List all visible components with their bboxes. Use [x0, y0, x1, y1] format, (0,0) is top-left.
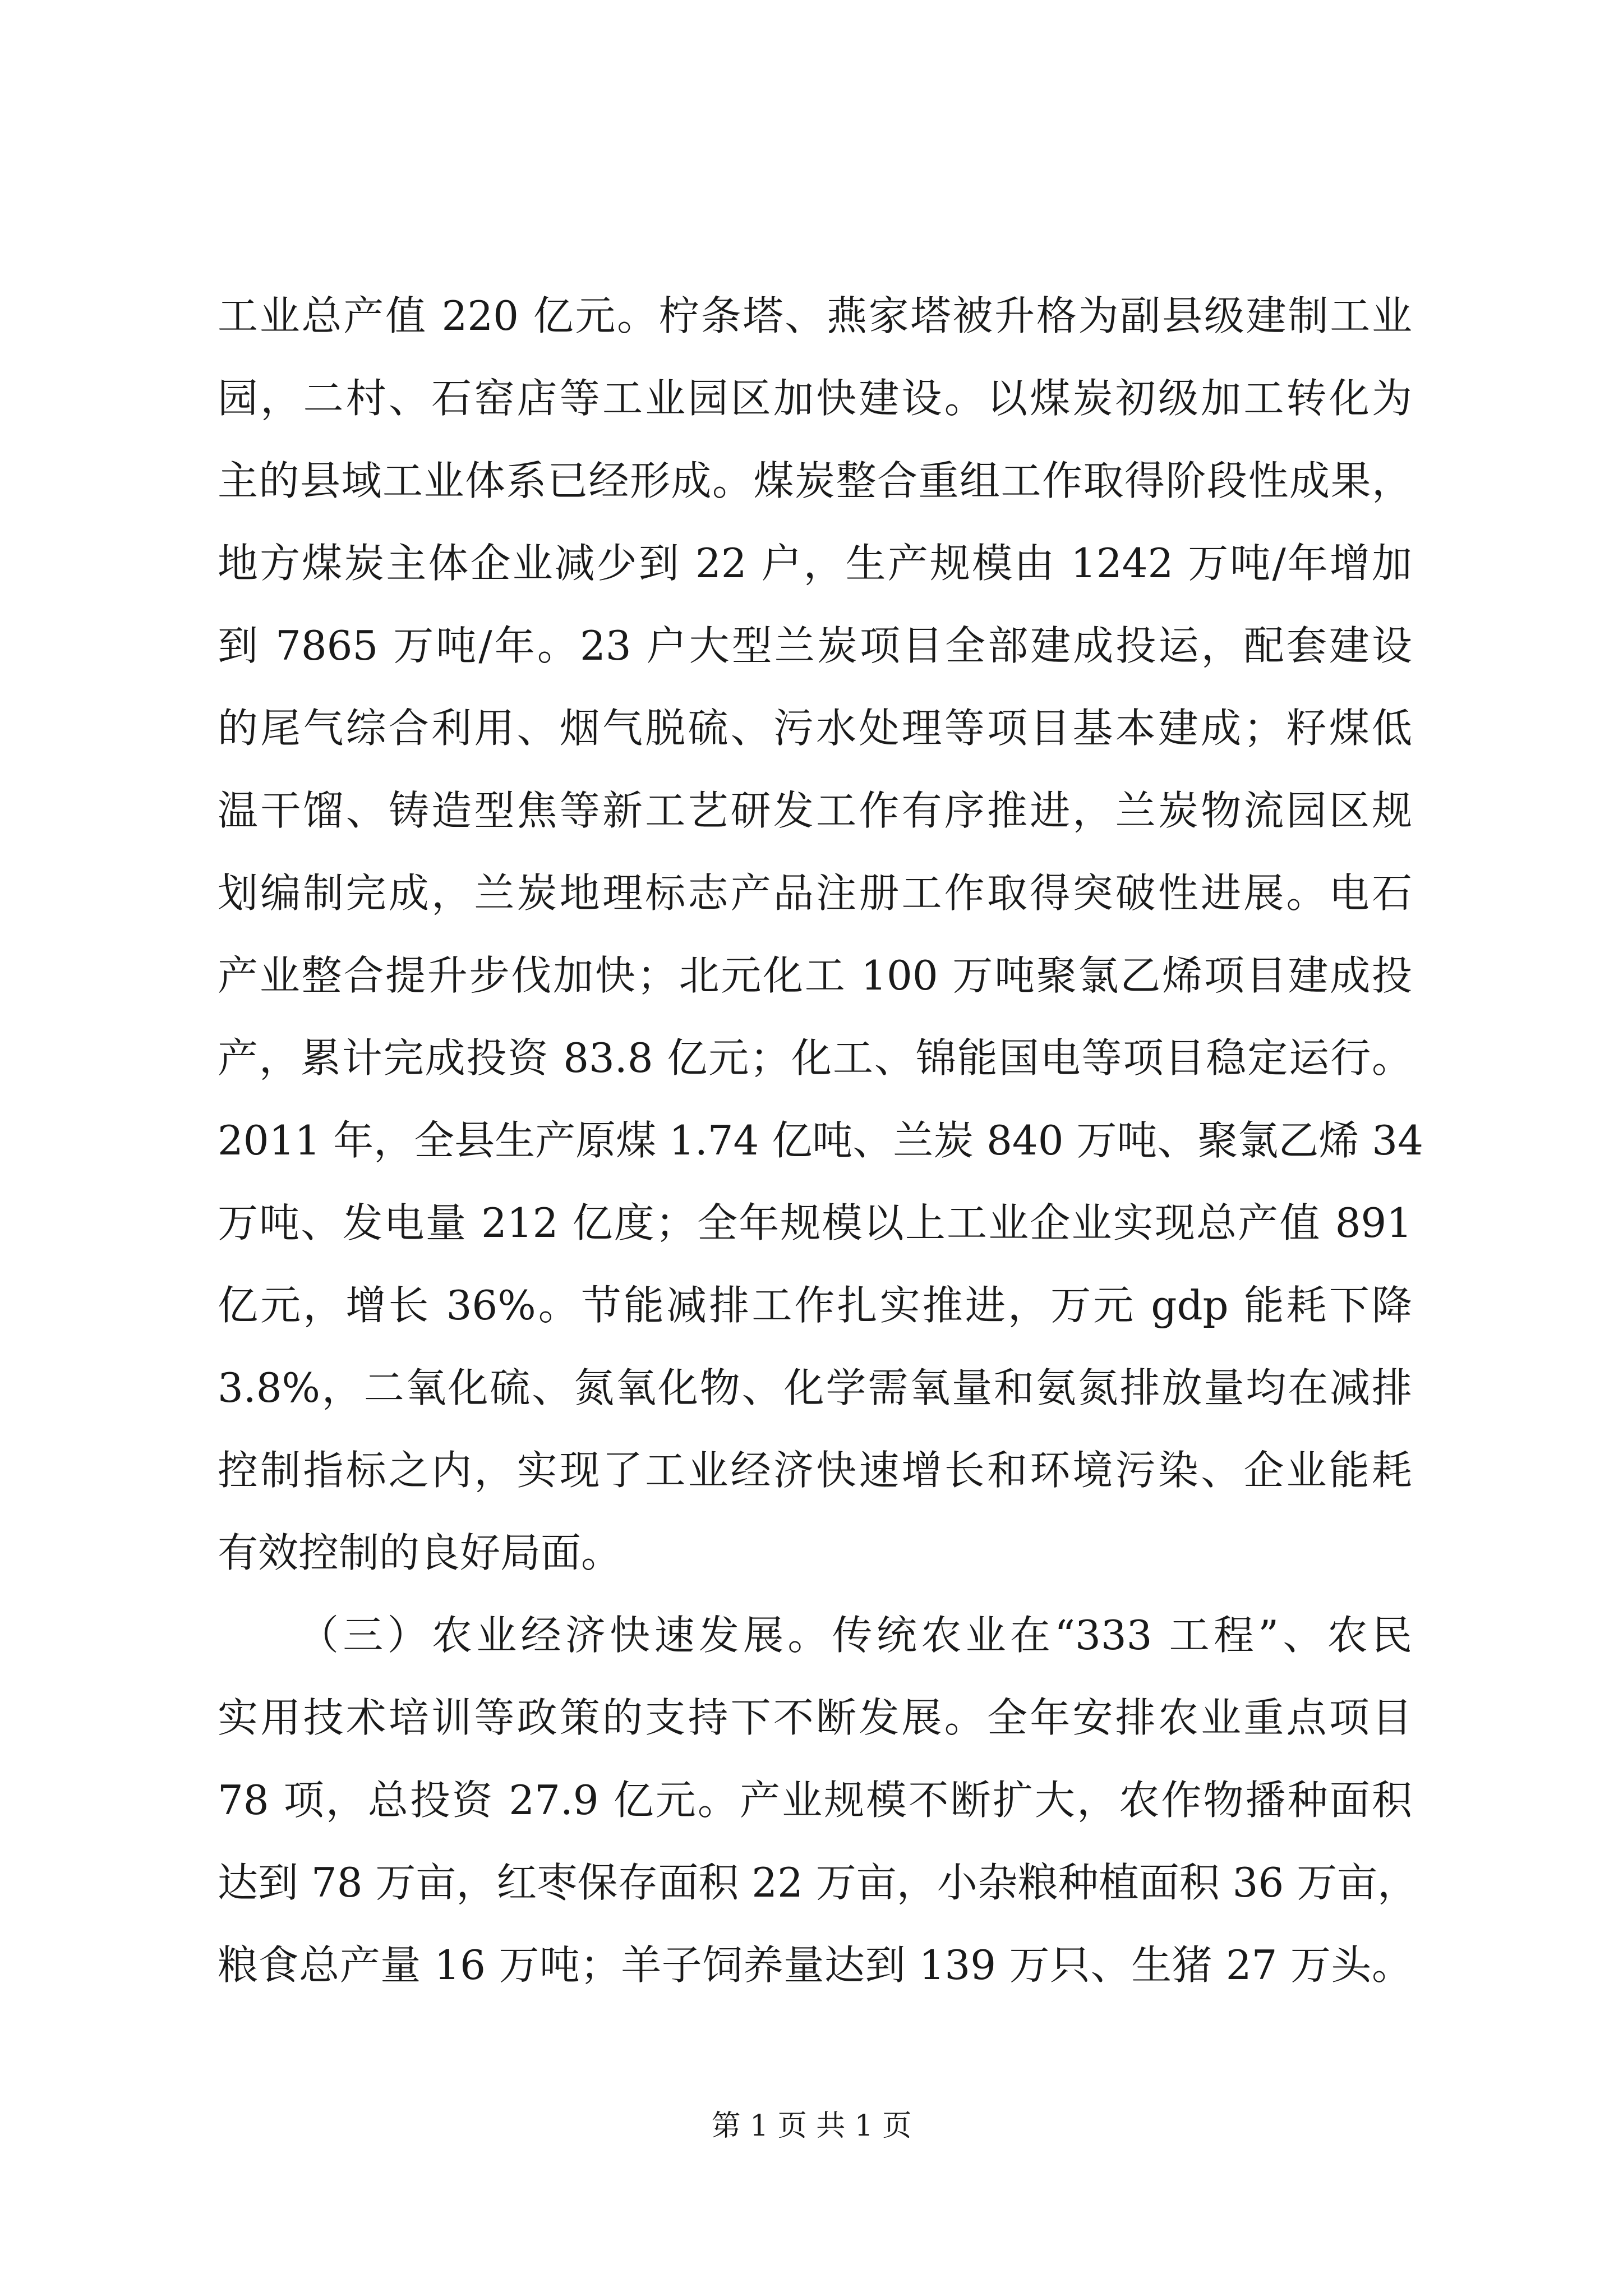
text-line: 达到 78 万亩，红枣保存面积 22 万亩，小杂粮种植面积 36 万亩， [218, 1859, 1418, 1906]
text-line: 粮食总产量 16 万吨；羊子饲养量达到 139 万只、生猪 27 万头。 [218, 1941, 1412, 1989]
text-line: 产业整合提升步伐加快；北元化工 100 万吨聚氯乙烯项目建成投 [218, 952, 1412, 999]
text-line: 3.8%，二氧化硫、氮氧化物、化学需氧量和氨氮排放量均在减排 [218, 1364, 1412, 1411]
text-line: 万吨、发电量 212 亿度；全年规模以上工业企业实现总产值 891 [218, 1199, 1412, 1246]
text-line: 2011 年，全县生产原煤 1.74 亿吨、兰炭 840 万吨、聚氯乙烯 34 [218, 1117, 1423, 1164]
section-heading-line: （三）农业经济快速发展。传统农业在“333 工程”、农民 [298, 1612, 1412, 1659]
text-line: 地方煤炭主体企业减少到 22 户，生产规模由 1242 万吨/年增加 [218, 540, 1412, 587]
text-line: 产，累计完成投资 83.8 亿元；化工、锦能国电等项目稳定运行。 [218, 1034, 1412, 1082]
text-line: 的尾气综合利用、烟气脱硫、污水处理等项目基本建成；籽煤低 [218, 705, 1412, 752]
text-line: 78 项，总投资 27.9 亿元。产业规模不断扩大，农作物播种面积 [218, 1777, 1412, 1824]
text-line: 划编制完成，兰炭地理标志产品注册工作取得突破性进展。电石 [218, 869, 1412, 917]
text-line: 亿元，增长 36%。节能减排工作扎实推进，万元 gdp 能耗下降 [218, 1282, 1412, 1329]
text-line: 工业总产值 220 亿元。柠条塔、燕家塔被升格为副县级建制工业 [218, 292, 1412, 339]
text-line: 到 7865 万吨/年。23 户大型兰炭项目全部建成投运，配套建设 [218, 622, 1412, 669]
paragraph-end-line: 有效控制的良好局面。 [218, 1529, 622, 1576]
page-footer: 第 1 页 共 1 页 [711, 2109, 912, 2143]
text-line: 控制指标之内，实现了工业经济快速增长和环境污染、企业能耗 [218, 1447, 1412, 1494]
text-line: 实用技术培训等政策的支持下不断发展。全年安排农业重点项目 [218, 1694, 1412, 1741]
text-line: 温干馏、铸造型焦等新工艺研发工作有序推进，兰炭物流园区规 [218, 787, 1412, 834]
document-body [218, 275, 1423, 2007]
text-line: 主的县域工业体系已经形成。煤炭整合重组工作取得阶段性成果， [218, 457, 1412, 504]
text-line: 园，二村、石窑店等工业园区加快建设。以煤炭初级加工转化为 [218, 375, 1412, 422]
